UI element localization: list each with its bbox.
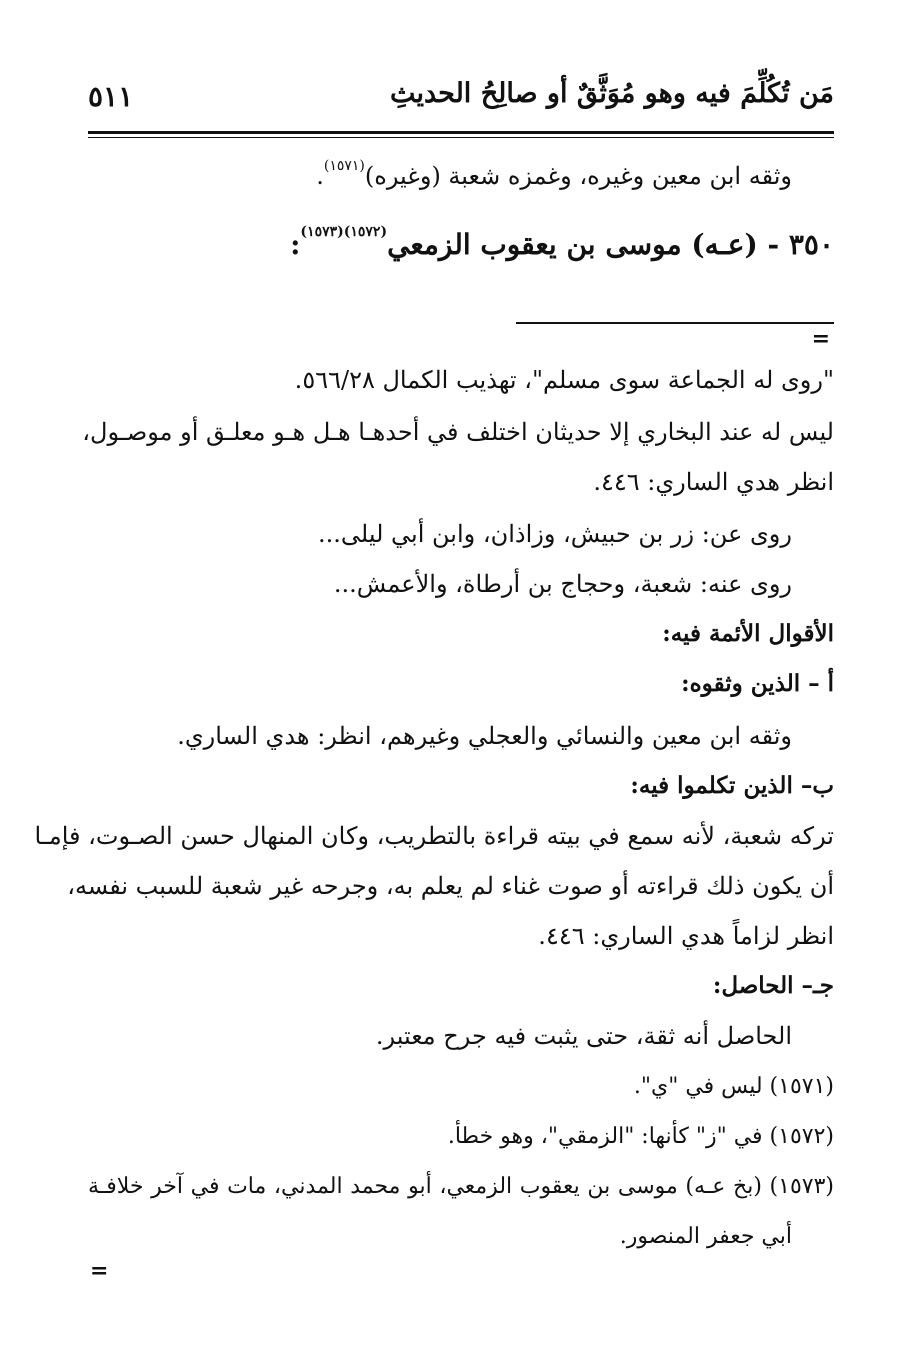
footnote-refs: (١٥٧٢)(١٥٧٣) (300, 224, 388, 240)
footnote-1573-cont: أبي جعفر المنصور. (619, 1224, 792, 1249)
section-heading: الأقوال الأئمة فيه: (662, 620, 834, 647)
entry-heading (290, 224, 834, 261)
footnote-separator (516, 322, 834, 324)
footnote-1572: (١٥٧٢) في "ز" كأنها: "الزمقي"، وهو خطأ. (447, 1124, 834, 1149)
note-line: وثقه ابن معين والنسائي والعجلي وغيرهم، انظر: هدي الساري. (177, 722, 792, 750)
header-rule-thin (88, 137, 834, 138)
entry-dash: - (767, 228, 780, 261)
page-number: ٥١١ (88, 80, 134, 113)
entry-colon: : (290, 228, 301, 261)
entry-label: (عـه) موسى بن يعقوب الزمعي (387, 228, 758, 261)
note-line: "روى له الجماعة سوى مسلم"، تهذيب الكمال ٥٦٦/٢٨. (294, 366, 834, 394)
running-header-title: مَن تُكُلِّمَ فيه وهو مُوَثَّقٌ أو صالِحُ الحديثِ (389, 78, 834, 109)
note-line: انظر هدي الساري: ٤٤٦. (593, 468, 834, 496)
footnote-1571: (١٥٧١) ليس في "ي". (633, 1074, 834, 1099)
note-line: الحاصل أنه ثقة، حتى يثبت فيه جرح معتبر. (375, 1022, 792, 1050)
end-continuation-mark: = (90, 1258, 109, 1284)
entry-number: ٣٥٠ (788, 228, 834, 261)
continuation-mark: = (811, 326, 830, 352)
footnote-ref: (١٥٧١) (323, 158, 365, 174)
note-line: أن يكون ذلك قراءته أو صوت غناء لم يعلم به، وجرحه غير شعبة للسبب نفسه، (67, 872, 834, 900)
note-line: روى عنه: شعبة، وحجاج بن أرطاة، والأعمش... (333, 570, 792, 598)
main-text: وثقه ابن معين وغيره، وغمزه شعبة (وغيره) (364, 162, 792, 190)
note-line: انظر لزاماً هدي الساري: ٤٤٦. (538, 922, 834, 950)
note-line: تركه شعبة، لأنه سمع في بيته قراءة بالتطريب، وكان المنهال حسن الصـوت، فإمـا (34, 822, 834, 850)
note-line: ليس له عند البخاري إلا حديثان اختلف في أحدهـا هـل هـو معلـق أو موصـول، (82, 418, 834, 446)
footnote-1573: (١٥٧٣) (بخ عـه) موسى بن يعقوب الزمعي، أبو محمد المدني، مات في آخر خلافـة (88, 1174, 834, 1199)
note-line: روى عن: زر بن حبيش، وزاذان، وابن أبي ليلى... (318, 520, 792, 548)
subsection-heading: جـ– الحاصل: (712, 972, 834, 999)
main-text-line (316, 158, 792, 190)
period: . (316, 162, 324, 190)
header-rule-thick (88, 131, 834, 134)
subsection-heading: أ – الذين وثقوه: (681, 670, 834, 697)
subsection-heading: ب– الذين تكلموا فيه: (630, 772, 834, 799)
